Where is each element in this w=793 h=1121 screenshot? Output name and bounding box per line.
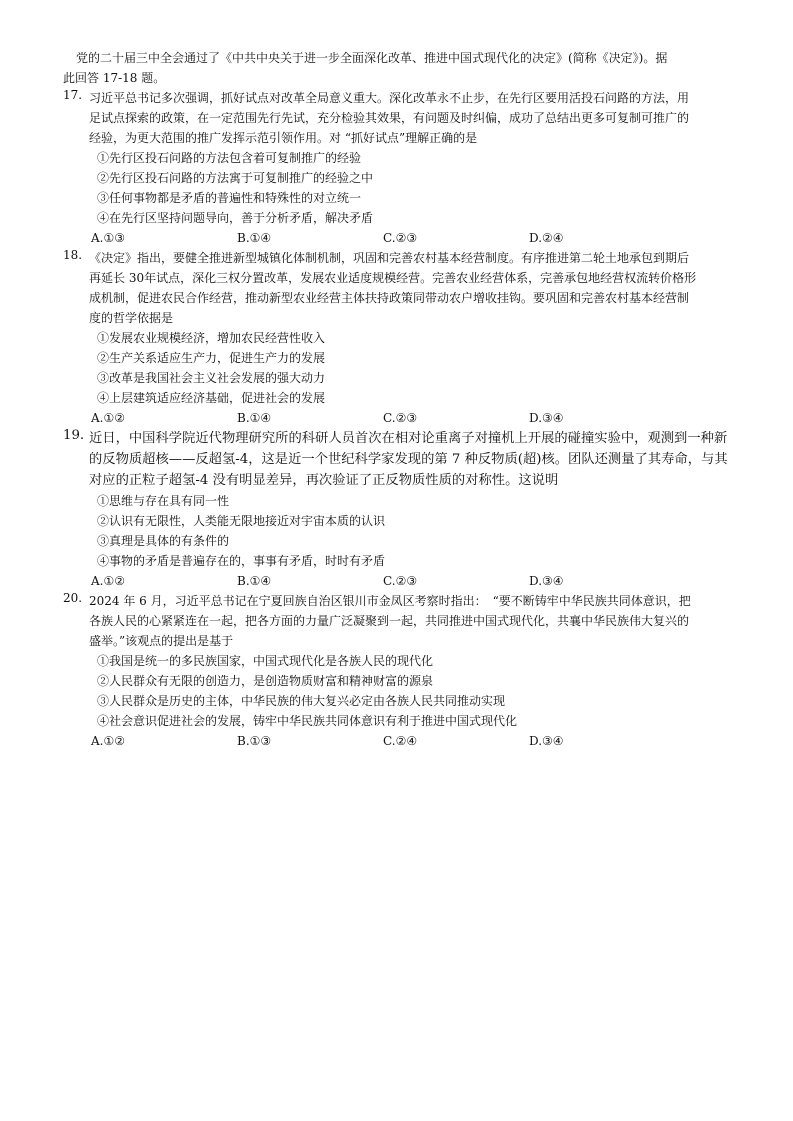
statement: ④社会意识促进社会的发展，铸牢中华民族共同体意识有利于推进中国式现代化 (97, 714, 518, 728)
answer-options (63, 571, 745, 591)
question-17 (63, 88, 745, 248)
statement: ④事物的矛盾是普遍存在的，事事有矛盾，时时有矛盾 (97, 554, 386, 568)
statement: ①发展农业规模经济，增加农民经营性收入 (97, 331, 326, 345)
statement: ③改革是我国社会主义社会发展的强大动力 (97, 371, 326, 385)
stem-line: 足试点探索的政策，在一定范围先行先试，充分检验其效果，有问题及时纠偏，成功了总结出更多可复制可推广的 (89, 111, 690, 125)
stem-line: 对应的正粒子超氢-4 没有明显差异，再次验证了正反物质性质的对称性。这说明 (89, 473, 559, 488)
question-number: 17. (63, 88, 83, 102)
option-d[interactable]: D.③④ (529, 734, 564, 748)
stem-line: 《决定》指出，要健全推进新型城镇化体制机制，巩固和完善农村基本经营制度。有序推进第二轮土地承包到期后 (89, 251, 690, 265)
statement: ①先行区投石问路的方法包含着可复制推广的经验 (97, 151, 362, 165)
option-c[interactable]: C.②③ (383, 231, 418, 245)
stem-line: 习近平总书记多次强调，抓好试点对改革全局意义重大。深化改革永不止步，在先行区要用活投石问路的方法，用 (89, 91, 690, 105)
option-c[interactable]: C.②④ (383, 734, 418, 748)
question-stem (63, 88, 745, 148)
option-b[interactable]: B.①④ (237, 411, 272, 425)
stem-line: 的反物质超核——反超氢-4，这是近一个世纪科学家发现的第 7 种反物质(超)核。团队还测量了其寿命，与其 (89, 452, 728, 467)
statement: ④在先行区坚持问题导向，善于分析矛盾，解决矛盾 (97, 211, 374, 225)
statement-list (63, 328, 745, 408)
statement: ④上层建筑适应经济基础，促进社会的发展 (97, 391, 326, 405)
option-d[interactable]: D.②④ (529, 231, 564, 245)
option-c[interactable]: C.②③ (383, 574, 418, 588)
intro-line: 此回答 17-18 题。 (63, 71, 166, 85)
stem-line: 盛举。”该观点的提出是基于 (89, 634, 234, 648)
option-b[interactable]: B.①③ (237, 734, 272, 748)
stem-line: 再延长 30年试点，深化三权分置改革，发展农业适度规模经营。完善农业经营体系，完善承包地经营权流转价格形 (89, 271, 697, 285)
option-b[interactable]: B.①④ (237, 574, 272, 588)
intro-line: 党的二十届三中全会通过了《中共中央关于进一步全面深化改革、推进中国式现代化的决定》(简称《决定》)。据 (76, 51, 668, 65)
option-d[interactable]: D.③④ (529, 411, 564, 425)
answer-options (63, 228, 745, 248)
statement: ③真理是具体的有条件的 (97, 534, 230, 548)
question-number: 18. (63, 248, 83, 262)
option-a[interactable]: A.①③ (91, 231, 125, 245)
answer-options (63, 408, 745, 428)
stem-line: 近日，中国科学院近代物理研究所的科研人员首次在相对论重离子对撞机上开展的碰撞实验中，观测到一种新 (89, 431, 728, 446)
answer-options (63, 731, 745, 751)
question-stem (63, 428, 745, 491)
option-b[interactable]: B.①④ (237, 231, 272, 245)
option-a[interactable]: A.①② (91, 574, 125, 588)
stem-line: 度的哲学依据是 (89, 311, 174, 325)
option-a[interactable]: A.①② (91, 734, 125, 748)
stem-line: 经验，为更大范围的推广发挥示范引领作用。对 “抓好试点”理解正确的是 (89, 131, 478, 145)
question-18 (63, 248, 745, 428)
statement: ③人民群众是历史的主体，中华民族的伟大复兴必定由各族人民共同推动实现 (97, 694, 506, 708)
statement: ①思维与存在具有同一性 (97, 494, 230, 508)
statement: ②人民群众有无限的创造力，是创造物质财富和精神财富的源泉 (97, 674, 434, 688)
statement: ②认识有无限性，人类能无限地接近对宇宙本质的认识 (97, 514, 386, 528)
option-d[interactable]: D.③④ (529, 574, 564, 588)
option-a[interactable]: A.①② (91, 411, 125, 425)
stem-line: 各族人民的心紧紧连在一起，把各方面的力量广泛凝聚到一起，共同推进中国式现代化，共襄中华民族伟大复兴的 (89, 614, 690, 628)
statement: ②生产关系适应生产力，促进生产力的发展 (97, 351, 326, 365)
statement-list (63, 491, 745, 571)
question-number: 19. (63, 428, 85, 443)
option-c[interactable]: C.②③ (383, 411, 418, 425)
question-number: 20. (63, 591, 83, 605)
statement: ②先行区投石问路的方法寓于可复制推广的经验之中 (97, 171, 374, 185)
question-20 (63, 591, 745, 751)
statement-list (63, 148, 745, 228)
question-stem (63, 248, 745, 328)
stem-line: 成机制，促进农民合作经营，推动新型农业经营主体扶持政策同带动农户增收挂钩。要巩固和完善农村基本经营制 (89, 291, 690, 305)
statement: ①我国是统一的多民族国家，中国式现代化是各族人民的现代化 (97, 654, 434, 668)
question-stem (63, 591, 745, 651)
statement-list (63, 651, 745, 731)
statement: ③任何事物都是矛盾的普遍性和特殊性的对立统一 (97, 191, 362, 205)
question-intro (63, 48, 745, 88)
question-19 (63, 428, 745, 591)
stem-line: 2024 年 6 月，习近平总书记在宁夏回族自治区银川市金凤区考察时指出： “要不断铸牢中华民族共同体意识，把 (89, 594, 691, 608)
